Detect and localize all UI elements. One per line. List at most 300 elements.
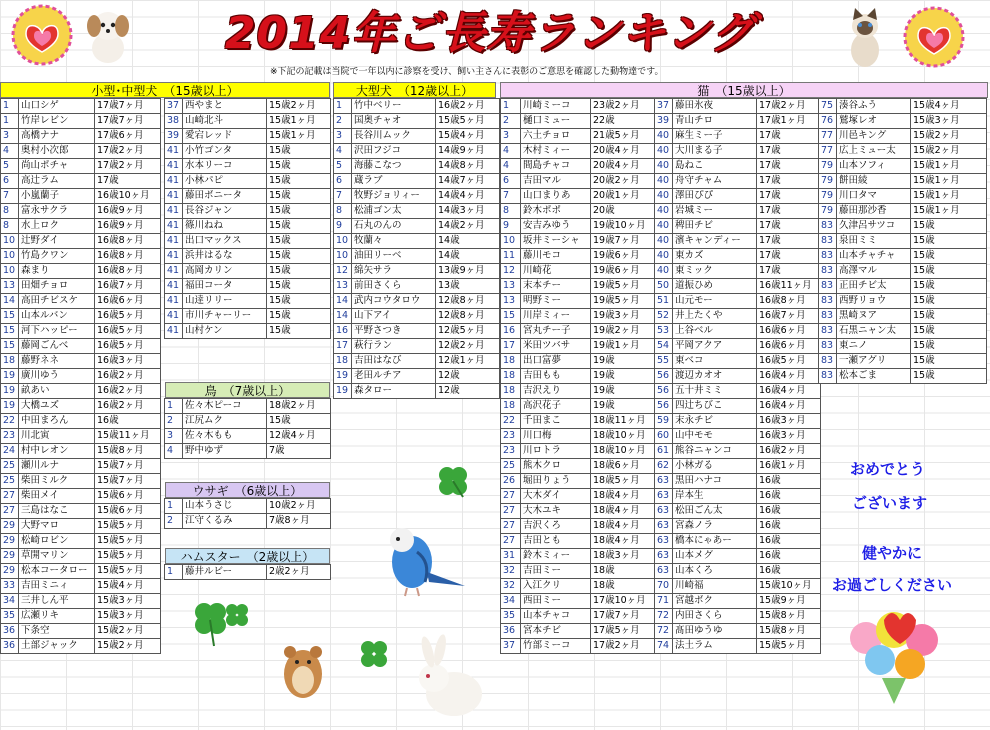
pet-name: 黒崎ヌア — [837, 309, 911, 324]
pet-name: 佐々木もも — [183, 429, 267, 444]
pet-age: 18歳 — [591, 564, 655, 579]
clover-icon-3 — [222, 600, 252, 630]
rank-number: 83 — [819, 234, 837, 249]
pet-name: 土部ジャック — [19, 639, 95, 654]
pet-name: 吉田はなび — [352, 354, 436, 369]
pet-name: 熊木クロ — [521, 459, 591, 474]
rank-number: 41 — [165, 174, 183, 189]
pet-age: 16歳 — [757, 474, 821, 489]
pet-name: 入江クリ — [521, 579, 591, 594]
pet-age: 15歳 — [911, 354, 987, 369]
rank-number: 3 — [334, 129, 352, 144]
pet-age: 14歳8ヶ月 — [436, 159, 500, 174]
pet-age: 17歳2ヶ月 — [95, 159, 161, 174]
pet-name: 出口富夢 — [521, 354, 591, 369]
pet-age: 17歳 — [757, 159, 821, 174]
rank-number: 8 — [1, 204, 19, 219]
pet-age: 17歳 — [757, 189, 821, 204]
table-row — [334, 99, 500, 114]
pet-age: 16歳3ヶ月 — [757, 414, 821, 429]
pet-name: 末本チー — [521, 279, 591, 294]
rank-number: 3 — [165, 429, 183, 444]
rank-number: 2 — [501, 114, 521, 129]
pet-name: 山下アイ — [352, 309, 436, 324]
pet-age: 16歳 — [757, 489, 821, 504]
pet-age: 15歳5ヶ月 — [95, 549, 161, 564]
table-row — [1, 549, 161, 564]
rank-number: 19 — [334, 384, 352, 399]
pet-age: 16歳3ヶ月 — [757, 429, 821, 444]
pet-age: 15歳 — [267, 219, 331, 234]
pet-name: 川崎ミーコ — [521, 99, 591, 114]
pet-age: 10歳2ヶ月 — [267, 499, 331, 514]
pet-name: 六土チョロ — [521, 129, 591, 144]
rank-number: 8 — [334, 204, 352, 219]
pet-name: 舟守チャム — [673, 174, 757, 189]
pet-age: 14歳4ヶ月 — [436, 189, 500, 204]
table-row — [334, 279, 500, 294]
rank-number: 29 — [1, 534, 19, 549]
pet-age: 17歳7ヶ月 — [591, 609, 655, 624]
pet-age: 18歳4ヶ月 — [591, 519, 655, 534]
pet-age: 16歳6ヶ月 — [95, 294, 161, 309]
rank-number: 83 — [819, 354, 837, 369]
rank-number: 41 — [165, 324, 183, 339]
pet-age: 17歳7ヶ月 — [95, 99, 161, 114]
pet-name: 山本くろ — [673, 564, 757, 579]
pet-age: 16歳 — [757, 534, 821, 549]
table-row — [655, 459, 821, 474]
pet-age: 17歳 — [757, 204, 821, 219]
rank-number: 59 — [655, 414, 673, 429]
rank-number: 10 — [1, 234, 19, 249]
rank-number: 22 — [501, 414, 521, 429]
pet-age: 15歳1ヶ月 — [911, 174, 987, 189]
table-row — [655, 504, 821, 519]
rank-number: 40 — [655, 249, 673, 264]
rank-number: 13 — [1, 279, 19, 294]
pet-name: 奥村小次郎 — [19, 144, 95, 159]
pet-age: 15歳10ヶ月 — [757, 579, 821, 594]
table-row — [501, 99, 655, 114]
pet-age: 12歳5ヶ月 — [436, 324, 500, 339]
pet-name: 水上ロク — [19, 219, 95, 234]
rank-number: 29 — [1, 519, 19, 534]
rank-number: 27 — [501, 504, 521, 519]
pet-name: 草開マリン — [19, 549, 95, 564]
table-row — [655, 294, 821, 309]
pet-age: 20歳1ヶ月 — [591, 189, 655, 204]
pet-age: 16歳5ヶ月 — [95, 324, 161, 339]
hearts-flower-icon-right — [900, 6, 968, 68]
rank-number: 15 — [1, 339, 19, 354]
pet-name: 湊谷ふう — [837, 99, 911, 114]
pet-name: 川邑キング — [837, 129, 911, 144]
pet-name: 出口マックス — [183, 234, 267, 249]
rank-number: 27 — [501, 489, 521, 504]
rank-number: 18 — [501, 399, 521, 414]
table-row — [819, 189, 987, 204]
pet-age: 15歳9ヶ月 — [757, 594, 821, 609]
table-row — [165, 219, 331, 234]
table-row — [1, 489, 161, 504]
pet-age: 16歳4ヶ月 — [757, 384, 821, 399]
pet-age: 16歳7ヶ月 — [757, 309, 821, 324]
pet-age: 16歳 — [757, 564, 821, 579]
rank-number: 19 — [1, 384, 19, 399]
table-row — [1, 309, 161, 324]
pet-age: 16歳5ヶ月 — [757, 354, 821, 369]
pet-age: 19歳10ヶ月 — [591, 219, 655, 234]
rank-number: 13 — [334, 279, 352, 294]
table-row — [501, 579, 655, 594]
pet-name: 濱キャンディー — [673, 234, 757, 249]
header-hamsters: ハムスター （2歳以上） — [165, 548, 330, 564]
pet-name: 藤岡ごんべ — [19, 339, 95, 354]
page-title: 2014年ご長寿ランキング — [224, 8, 756, 59]
pet-name: 尚山ポチャ — [19, 159, 95, 174]
rank-number: 16 — [501, 324, 521, 339]
rank-number: 83 — [819, 249, 837, 264]
table-row — [165, 565, 331, 580]
rank-number: 37 — [501, 639, 521, 654]
message-congratulations-2: ございます — [852, 494, 928, 512]
rank-number: 37 — [165, 99, 183, 114]
rank-number: 15 — [1, 309, 19, 324]
pet-name: 松本ごま — [837, 369, 911, 384]
pet-name: 渡辺カオオ — [673, 369, 757, 384]
pet-name: 小竹ゴンタ — [183, 144, 267, 159]
pet-name: 井上たくや — [673, 309, 757, 324]
pet-age: 17歳 — [757, 219, 821, 234]
pet-name: 辻野ダイ — [19, 234, 95, 249]
pet-name: 熊谷ニャンコ — [673, 444, 757, 459]
table-row — [1, 159, 161, 174]
message-wellness: 健やかに — [862, 544, 923, 562]
pet-age: 15歳 — [267, 414, 331, 429]
table-row — [1, 444, 161, 459]
pet-name: 松田ごん太 — [673, 504, 757, 519]
rank-number: 7 — [334, 189, 352, 204]
pet-name: 藤田那沙香 — [837, 204, 911, 219]
rank-number: 18 — [501, 384, 521, 399]
table-row — [655, 369, 821, 384]
rank-number: 26 — [501, 474, 521, 489]
pet-name: 大橋ユズ — [19, 399, 95, 414]
rank-number: 32 — [501, 579, 521, 594]
table-row — [655, 219, 821, 234]
table-row — [1, 294, 161, 309]
table-row — [1, 399, 161, 414]
rank-number: 3 — [501, 129, 521, 144]
rank-number: 41 — [165, 189, 183, 204]
pet-age: 15歳1ヶ月 — [267, 129, 331, 144]
pet-age: 15歳5ヶ月 — [95, 519, 161, 534]
pet-name: 久津呂サツコ — [837, 219, 911, 234]
pet-name: 綿矢サラ — [352, 264, 436, 279]
pet-name: 岩城ミー — [673, 204, 757, 219]
rank-number: 23 — [1, 429, 19, 444]
rank-number: 75 — [819, 99, 837, 114]
pet-name: 坂井ミーシャ — [521, 234, 591, 249]
table-row — [165, 399, 331, 414]
pet-age: 17歳 — [757, 174, 821, 189]
table-row — [1, 249, 161, 264]
table-row — [501, 174, 655, 189]
rank-number: 23 — [501, 429, 521, 444]
table-row — [165, 204, 331, 219]
pet-name: 宮丸チー子 — [521, 324, 591, 339]
pet-age: 17歳 — [757, 249, 821, 264]
pet-age: 17歳 — [757, 264, 821, 279]
table-row — [1, 264, 161, 279]
pet-age: 16歳4ヶ月 — [757, 369, 821, 384]
table-row — [165, 414, 331, 429]
pet-name: 藤野ネネ — [19, 354, 95, 369]
table-row — [501, 564, 655, 579]
pet-name: 宮森ノラ — [673, 519, 757, 534]
pet-name: 正田チビ太 — [837, 279, 911, 294]
pet-name: 福田コータ — [183, 279, 267, 294]
table-row — [655, 609, 821, 624]
rank-number: 83 — [819, 219, 837, 234]
pet-name: 高橋ナナ — [19, 129, 95, 144]
pet-name: 東ニノ — [837, 339, 911, 354]
rank-number: 62 — [655, 459, 673, 474]
pet-name: 川口梅 — [521, 429, 591, 444]
pet-age: 17歳7ヶ月 — [95, 114, 161, 129]
pet-name: 老田ルチア — [352, 369, 436, 384]
pet-age: 17歳1ヶ月 — [757, 114, 821, 129]
rank-number: 13 — [501, 279, 521, 294]
rank-number: 25 — [1, 459, 19, 474]
pet-name: 宮越ボク — [673, 594, 757, 609]
rank-number: 27 — [501, 534, 521, 549]
rank-number: 5 — [1, 159, 19, 174]
table-row — [334, 324, 500, 339]
pet-age: 14歳9ヶ月 — [436, 144, 500, 159]
rank-number: 35 — [501, 609, 521, 624]
pet-age: 19歳 — [591, 384, 655, 399]
pet-name: 萩行ラン — [352, 339, 436, 354]
birds-ranking-table — [164, 398, 331, 459]
hearts-flower-icon-left — [8, 4, 76, 66]
rank-number: 54 — [655, 339, 673, 354]
pet-name: 山本チャコ — [521, 609, 591, 624]
table-row — [334, 114, 500, 129]
pet-name: 江尻ムク — [183, 414, 267, 429]
pet-age: 15歳8ヶ月 — [95, 444, 161, 459]
pet-age: 19歳5ヶ月 — [591, 294, 655, 309]
table-row — [1, 609, 161, 624]
pet-age: 19歳6ヶ月 — [591, 249, 655, 264]
cats-ranking-table-3 — [818, 98, 987, 384]
small-dogs-ranking-table-2 — [164, 98, 331, 339]
table-row — [655, 564, 821, 579]
pet-age: 16歳3ヶ月 — [95, 354, 161, 369]
pet-name: 山本チャチャ — [837, 249, 911, 264]
rank-number: 41 — [165, 159, 183, 174]
rank-number: 7 — [501, 189, 521, 204]
table-row — [655, 129, 821, 144]
pet-age: 16歳2ヶ月 — [436, 99, 500, 114]
pet-age: 16歳2ヶ月 — [95, 384, 161, 399]
rank-number: 50 — [655, 279, 673, 294]
rank-number: 14 — [1, 294, 19, 309]
pet-age: 15歳 — [911, 234, 987, 249]
rank-number: 7 — [1, 189, 19, 204]
pet-name: 油田リーベ — [352, 249, 436, 264]
rank-number: 4 — [501, 144, 521, 159]
pet-name: 吉田マル — [521, 174, 591, 189]
pet-name: 中田まろん — [19, 414, 95, 429]
pet-age: 7歳 — [267, 444, 331, 459]
pet-name: 小林パピ — [183, 174, 267, 189]
table-row — [1, 459, 161, 474]
table-row — [501, 159, 655, 174]
pet-age: 12歳4ヶ月 — [267, 429, 331, 444]
pet-name: 森まり — [19, 264, 95, 279]
rank-number: 14 — [334, 309, 352, 324]
rank-number: 63 — [655, 534, 673, 549]
pet-name: 藤田氷夜 — [673, 99, 757, 114]
pet-name: 前田さくら — [352, 279, 436, 294]
rank-number: 14 — [334, 294, 352, 309]
pet-name: 黒田ハナコ — [673, 474, 757, 489]
pet-age: 2歳2ヶ月 — [267, 565, 331, 580]
table-row — [1, 324, 161, 339]
pet-age: 12歳8ヶ月 — [436, 309, 500, 324]
pet-age: 16歳5ヶ月 — [95, 309, 161, 324]
pet-age: 15歳1ヶ月 — [911, 189, 987, 204]
pet-age: 15歳7ヶ月 — [95, 474, 161, 489]
budgie-icon — [372, 522, 468, 598]
pet-name: 平野さつき — [352, 324, 436, 339]
pet-age: 16歳7ヶ月 — [95, 279, 161, 294]
pet-age: 15歳 — [267, 264, 331, 279]
pet-age: 15歳 — [267, 204, 331, 219]
pet-age: 18歳6ヶ月 — [591, 459, 655, 474]
pet-age: 16歳4ヶ月 — [757, 399, 821, 414]
table-row — [819, 339, 987, 354]
table-row — [655, 594, 821, 609]
pet-age: 16歳5ヶ月 — [95, 339, 161, 354]
pet-name: 松浦ゴン太 — [352, 204, 436, 219]
rank-number: 40 — [655, 264, 673, 279]
table-row — [655, 639, 821, 654]
hamster-icon — [278, 630, 328, 702]
rank-number: 19 — [1, 399, 19, 414]
pet-name: 堀田りょう — [521, 474, 591, 489]
rank-number: 27 — [1, 504, 19, 519]
table-row — [165, 444, 331, 459]
pet-name: 山本うさじ — [183, 499, 267, 514]
pet-age: 15歳4ヶ月 — [436, 129, 500, 144]
pet-age: 17歳5ヶ月 — [591, 624, 655, 639]
table-row — [819, 324, 987, 339]
pet-age: 15歳5ヶ月 — [95, 534, 161, 549]
pet-name: 野中ゆず — [183, 444, 267, 459]
pet-name: 浜井はるな — [183, 249, 267, 264]
pet-name: 下条空 — [19, 624, 95, 639]
pet-name: 市川チャーリー — [183, 309, 267, 324]
table-row — [819, 174, 987, 189]
table-row — [819, 354, 987, 369]
pet-name: 青山チロ — [673, 114, 757, 129]
table-row — [501, 324, 655, 339]
pet-age: 14歳3ヶ月 — [436, 204, 500, 219]
pet-name: 松崎ロビン — [19, 534, 95, 549]
pet-age: 15歳3ヶ月 — [911, 114, 987, 129]
rank-number: 41 — [165, 294, 183, 309]
pet-age: 16歳6ヶ月 — [757, 339, 821, 354]
pet-age: 15歳7ヶ月 — [95, 459, 161, 474]
table-row — [165, 234, 331, 249]
rank-number: 83 — [819, 309, 837, 324]
rank-number: 31 — [501, 549, 521, 564]
pet-name: 明野ミー — [521, 294, 591, 309]
table-row — [655, 399, 821, 414]
pet-age: 15歳1ヶ月 — [267, 114, 331, 129]
pet-age: 17歳 — [95, 174, 161, 189]
rank-number: 63 — [655, 564, 673, 579]
rank-number: 63 — [655, 519, 673, 534]
pet-age: 23歳2ヶ月 — [591, 99, 655, 114]
notice-text: ※下記の記載は当院で一年以内に診察を受け、飼い主さんに表彰のご意思を確認した動物達です。 — [270, 67, 664, 77]
pet-name: 瀬川ルナ — [19, 459, 95, 474]
pet-age: 16歳8ヶ月 — [95, 264, 161, 279]
rank-number: 1 — [334, 99, 352, 114]
table-row — [1, 429, 161, 444]
pet-name: 川口タマ — [837, 189, 911, 204]
pet-age: 16歳8ヶ月 — [757, 294, 821, 309]
message-congratulations: おめでとう — [850, 460, 926, 478]
table-row — [501, 624, 655, 639]
cats-ranking-table-1 — [500, 98, 655, 654]
pet-age: 19歳2ヶ月 — [591, 324, 655, 339]
rank-number: 83 — [819, 339, 837, 354]
table-row — [501, 249, 655, 264]
rank-number: 29 — [1, 549, 19, 564]
table-row — [165, 514, 331, 529]
table-row — [819, 114, 987, 129]
pet-name: 広瀬リキ — [19, 609, 95, 624]
rank-number: 76 — [819, 114, 837, 129]
table-row — [165, 174, 331, 189]
table-row — [501, 429, 655, 444]
table-row — [501, 474, 655, 489]
pet-age: 18歳4ヶ月 — [591, 504, 655, 519]
table-row — [1, 519, 161, 534]
table-row — [1, 234, 161, 249]
pet-name: 牧野ジョリィー — [352, 189, 436, 204]
pet-age: 17歳2ヶ月 — [591, 639, 655, 654]
table-row — [655, 474, 821, 489]
pet-age: 18歳2ヶ月 — [267, 399, 331, 414]
rank-number: 16 — [334, 324, 352, 339]
table-row — [501, 354, 655, 369]
pet-age: 15歳2ヶ月 — [95, 639, 161, 654]
pet-age: 12歳 — [436, 369, 500, 384]
rank-number: 63 — [655, 549, 673, 564]
pet-age: 16歳11ヶ月 — [757, 279, 821, 294]
pet-age: 15歳5ヶ月 — [436, 114, 500, 129]
pet-age: 16歳 — [757, 504, 821, 519]
rank-number: 25 — [501, 459, 521, 474]
pet-name: 山本ソフィ — [837, 159, 911, 174]
pet-age: 18歳3ヶ月 — [591, 549, 655, 564]
pet-name: 国奥チャオ — [352, 114, 436, 129]
